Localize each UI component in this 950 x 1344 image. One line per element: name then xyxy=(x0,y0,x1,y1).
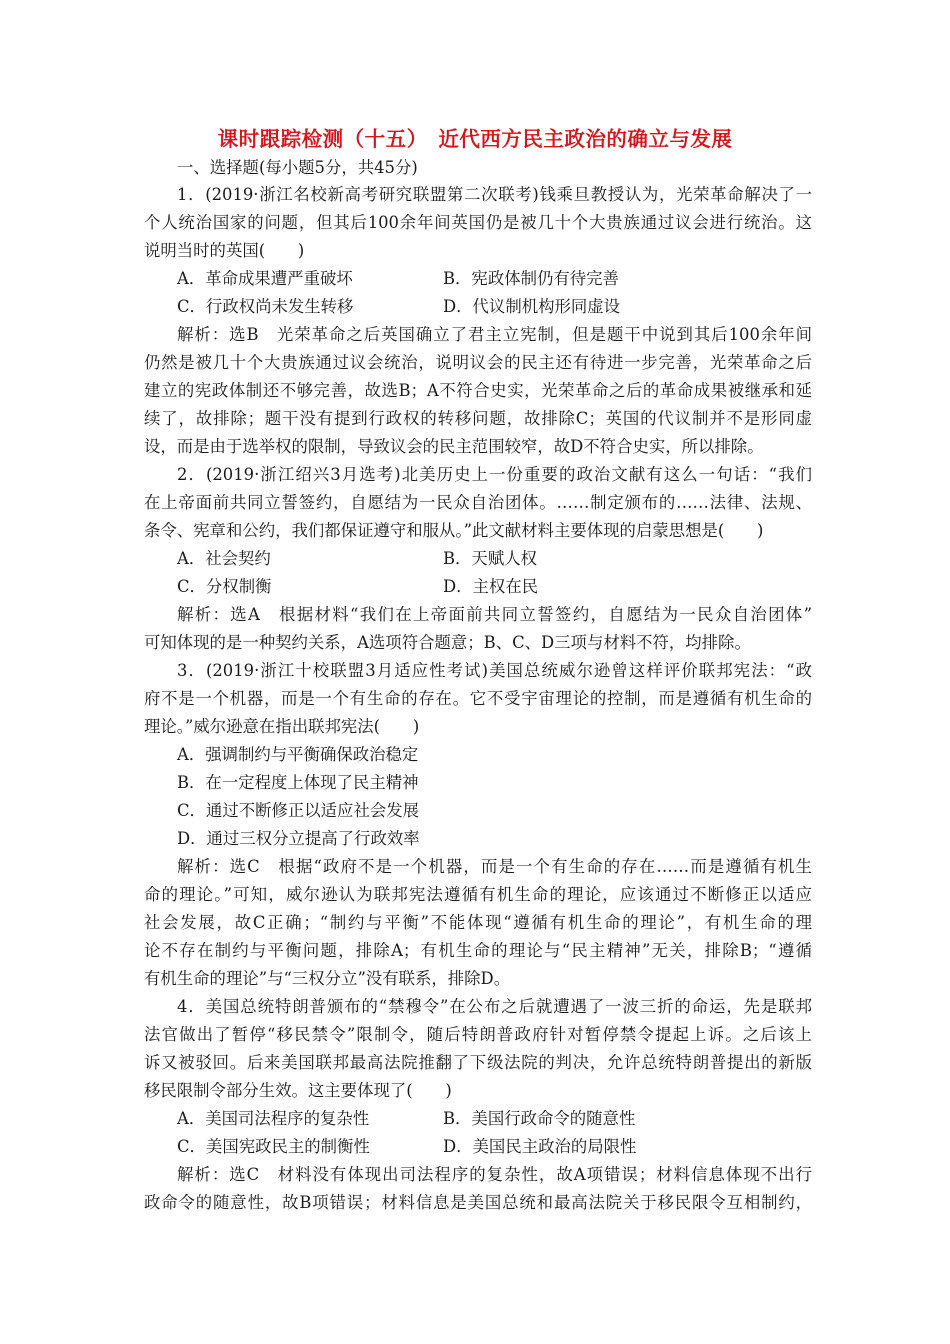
q2-option-b: B．天赋人权 xyxy=(443,549,537,568)
q2-analysis-line: 解析：选A 根据材料“我们在上帝面前共同立誓签约，自愿结为一民众自治团体” xyxy=(177,605,812,624)
q2-analysis-line: 可知体现的是一种契约关系，A选项符合题意；B、C、D三项与材料不符，均排除。 xyxy=(144,633,751,652)
q4-analysis-line: 政命令的随意性，故B项错误；材料信息是美国总统和最高法院关于移民限令互相制约， xyxy=(144,1193,812,1212)
q2-option-d: D．主权在民 xyxy=(443,577,539,596)
section-heading: 一、选择题(每小题5分，共45分) xyxy=(177,158,418,177)
q1-analysis-line: 设，而是由于选举权的限制，导致议会的民主范围较窄，故D不符合史实，所以排除。 xyxy=(144,437,764,456)
q4-option-b: B．美国行政命令的随意性 xyxy=(443,1109,636,1128)
q3-option-a: A．强调制约与平衡确保政治稳定 xyxy=(177,745,419,764)
q1-analysis-line: 仍然是被几十个大贵族通过议会统治，说明议会的民主还有待进一步完善，光荣革命之后 xyxy=(144,353,812,372)
q4-stem-line: 4．美国总统特朗普颁布的“禁穆令”在公布之后就遭遇了一波三折的命运，先是联邦 xyxy=(177,997,812,1016)
q1-analysis-line: 解析：选B 光荣革命之后英国确立了君主立宪制，但是题干中说到其后100余年间 xyxy=(177,325,812,344)
q2-option-c: C．分权制衡 xyxy=(177,577,272,596)
q3-option-c: C．通过不断修正以适应社会发展 xyxy=(177,801,420,820)
q3-analysis-line: 社会发展，故C正确；“制约与平衡”不能体现“遵循有机生命的理论”，有机生命的理 xyxy=(144,913,812,932)
q4-stem-line: 法官做出了暂停“移民禁令”限制令，随后特朗普政府针对暂停禁令提起上诉。之后该上 xyxy=(144,1025,812,1044)
q2-stem-line: 2．(2019·浙江绍兴3月选考)北美历史上一份重要的政治文献有这么一句话：“我们 xyxy=(177,465,812,484)
q2-stem-line: 在上帝面前共同立誓签约，自愿结为一民众自治团体。……制定颁布的……法律、法规、 xyxy=(144,493,812,512)
q3-stem-line: 理论。”威尔逊意在指出联邦宪法( ) xyxy=(144,717,420,736)
q1-analysis-line: 续了，故排除；题干没有提到行政权的转移问题，故排除C；英国的代议制并不是形同虚 xyxy=(144,409,812,428)
q4-stem-line: 移民限制令部分生效。这主要体现了( ) xyxy=(144,1081,452,1100)
q1-analysis-line: 建立的宪政体制还不够完善，故选B；A不符合史实，光荣革命之后的革命成果被继承和延 xyxy=(144,381,812,400)
q4-stem-line: 诉又被驳回。后来美国联邦最高法院推翻了下级法院的判决，允许总统特朗普提出的新版 xyxy=(144,1053,812,1072)
q4-option-a: A．美国司法程序的复杂性 xyxy=(177,1109,370,1128)
q1-stem-line: 说明当时的英国( ) xyxy=(144,241,305,260)
q1-stem-line: 1．(2019·浙江名校新高考研究联盟第二次联考)钱乘旦教授认为，光荣革命解决了一 xyxy=(177,185,812,204)
q3-stem-line: 3．(2019·浙江十校联盟3月适应性考试)美国总统威尔逊曾这样评价联邦宪法：“政 xyxy=(177,661,812,680)
page-title: 课时跟踪检测（十五） 近代西方民主政治的确立与发展 xyxy=(217,127,733,151)
q3-analysis-line: 解析：选C 根据“政府不是一个机器，而是一个有生命的存在……而是遵循有机生 xyxy=(177,857,812,876)
q1-stem-line: 个人统治国家的问题，但其后100余年间英国仍是被几十个大贵族通过议会进行统治。这 xyxy=(144,213,812,232)
q2-option-a: A．社会契约 xyxy=(177,549,271,568)
q3-stem-line: 府不是一个机器，而是一个有生命的存在。它不受宇宙理论的控制，而是遵循有机生命的 xyxy=(144,689,812,708)
q4-option-d: D．美国民主政治的局限性 xyxy=(443,1137,637,1156)
q4-option-c: C．美国宪政民主的制衡性 xyxy=(177,1137,370,1156)
q1-option-c: C．行政权尚未发生转移 xyxy=(177,297,354,316)
q2-stem-line: 条令、宪章和公约，我们都保证遵守和服从。”此文献材料主要体现的启蒙思想是( ) xyxy=(144,521,764,540)
q3-analysis-line: 有机生命的理论”与“三权分立”没有联系，排除D。 xyxy=(144,969,511,988)
q1-option-d: D．代议制机构形同虚设 xyxy=(443,297,621,316)
q1-option-b: B．宪政体制仍有待完善 xyxy=(443,269,619,288)
q3-analysis-line: 命的理论。”可知，威尔逊认为联邦宪法遵循有机生命的理论，应该通过不断修正以适应 xyxy=(144,885,812,904)
q1-option-a: A．革命成果遭严重破坏 xyxy=(177,269,353,288)
q3-option-d: D．通过三权分立提高了行政效率 xyxy=(177,829,420,848)
q3-analysis-line: 论不存在制约与平衡问题，排除A；有机生命的理论与“民主精神”无关，排除B；“遵循 xyxy=(144,941,812,960)
q4-analysis-line: 解析：选C 材料没有体现出司法程序的复杂性，故A项错误；材料信息体现不出行 xyxy=(177,1165,812,1184)
q3-option-b: B．在一定程度上体现了民主精神 xyxy=(177,773,419,792)
